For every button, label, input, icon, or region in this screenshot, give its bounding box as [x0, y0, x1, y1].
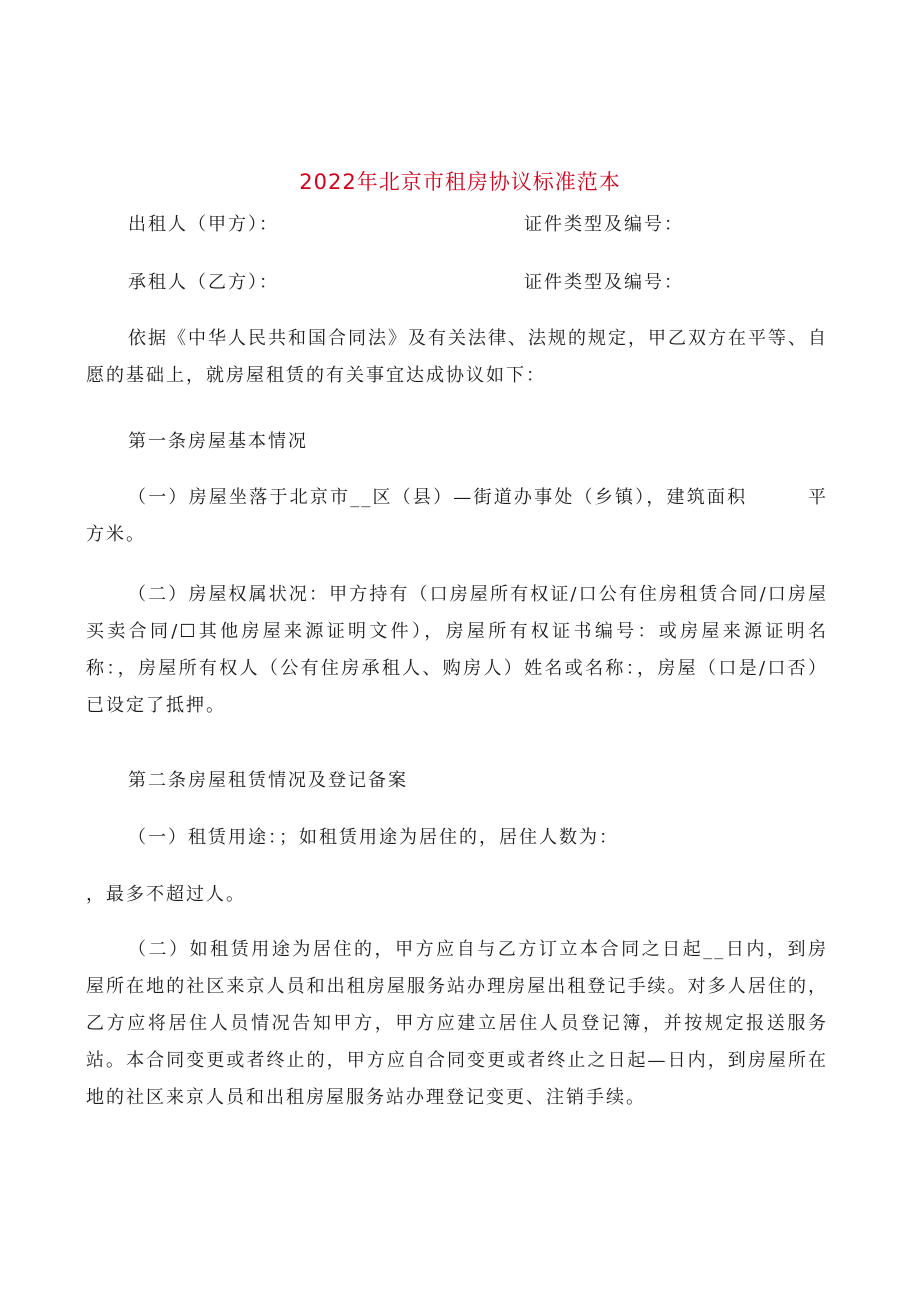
- article2-item1: （一）租赁用途：；如租赁用途为居住的，居住人数为：: [128, 827, 619, 848]
- article2-item1-continuation: ，最多不超过人。: [86, 884, 246, 905]
- article2-item2: （二）如租赁用途为居住的，甲方应自与乙方订立本合同之日起__日内，到房屋所在地的社区来京人员和出租房屋服务站办理房屋出租登记手续。对多人居住的，乙方应将居住人员情况告知甲方，甲方应建立居住人员登记簿，并按规定报送服务站。本合同变更或者终止的，甲方应自合同变更或者终止之日起—日内，到房屋所在地的社区来京人员和出租房屋服务站办理登记变更、注销手续。: [86, 939, 828, 1108]
- article2-heading: 第二条房屋租赁情况及登记备案: [128, 770, 408, 791]
- document-title: 2022年北京市租房协议标准范本: [299, 170, 621, 194]
- article1-heading: 第一条房屋基本情况: [128, 431, 308, 452]
- intro-paragraph: 依据《中华人民共和国合同法》及有关法律、法规的规定，甲乙双方在平等、自愿的基础上，就房屋租赁的有关事宜达成协议如下：: [86, 328, 828, 386]
- lessee-id-label: 证件类型及编号：: [524, 272, 684, 293]
- lessee-label: 承租人（乙方）：: [128, 272, 279, 293]
- lessor-label: 出租人（甲方）：: [128, 214, 279, 235]
- article1-item2: （二）房屋权属状况：甲方持有（口房屋所有权证/口公有住房租赁合同/口房屋买卖合同/☐其他房屋来源证明文件），房屋所有权证书编号：或房屋来源证明名称：，房屋所有权人（公有住房承租人、购房人）姓名或名称：，房屋（口是/口否）已设定了抵押。: [86, 584, 828, 716]
- article1-item1: （一）房屋坐落于北京市__区（县）—街道办事处（乡镇），建筑面积 平方米。: [86, 487, 828, 545]
- lessor-id-label: 证件类型及编号：: [524, 214, 684, 235]
